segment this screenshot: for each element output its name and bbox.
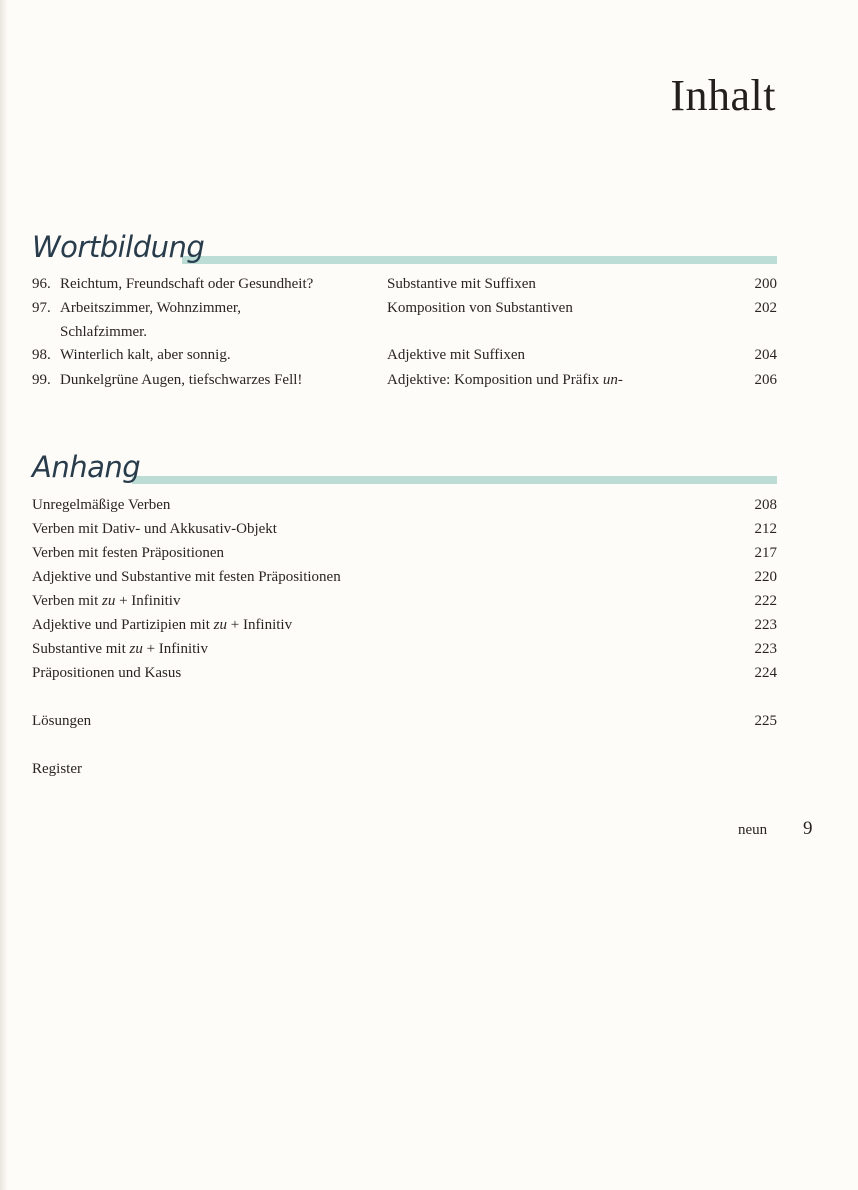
page-title: Inhalt	[670, 71, 776, 120]
entry-topic-emphasis: un-	[602, 372, 623, 388]
entry-page: 204	[754, 347, 777, 363]
section-header-wortbildung	[32, 230, 777, 272]
entry-page: 217	[754, 545, 777, 561]
entry-title-suffix: + Infinitiv	[142, 641, 208, 657]
entry-number: 97.	[32, 300, 51, 316]
entry-title: Verben mit festen Präpositionen	[32, 545, 225, 561]
entry-title: Verben mit Dativ- und Akkusativ-Objekt	[32, 521, 277, 537]
appendix-entry[interactable]	[32, 565, 777, 589]
entry-page: 202	[754, 300, 777, 316]
appendix-entry[interactable]	[32, 493, 777, 517]
entry-title: Winterlich kalt, aber sonnig.	[60, 347, 231, 363]
page-spine-shadow	[0, 0, 8, 1190]
entry-title-continued: Schlafzimmer.	[60, 324, 148, 340]
entry-title: Lösungen	[32, 713, 92, 729]
appendix-entry[interactable]	[32, 637, 777, 661]
appendix-entry[interactable]	[32, 541, 777, 565]
entry-title: Adjektive und Substantive mit festen Präpositionen	[32, 569, 341, 585]
entry-topic	[387, 368, 623, 392]
entry-title-emphasis: zu	[213, 617, 227, 633]
section-bar	[132, 476, 777, 484]
entry-topic: Komposition von Substantiven	[387, 300, 573, 316]
entry-title: Arbeitszimmer, Wohnzimmer,	[60, 300, 242, 316]
entry-page: 222	[754, 593, 777, 609]
entry-number: 96.	[32, 276, 51, 292]
entry-title: Präpositionen und Kasus	[32, 665, 182, 681]
appendix-entry[interactable]	[32, 661, 777, 685]
register-entry[interactable]	[32, 757, 777, 781]
entry-title: Reichtum, Freundschaft oder Gesundheit?	[60, 276, 314, 292]
entry-number: 98.	[32, 347, 51, 363]
entry-title: Substantive mit	[32, 641, 130, 657]
entry-title: Register	[32, 761, 82, 777]
toc-entry-96[interactable]	[32, 272, 777, 296]
entry-topic: Substantive mit Suffixen	[387, 276, 536, 292]
entry-title: Dunkelgrüne Augen, tiefschwarzes Fell!	[60, 372, 303, 388]
entry-title: Adjektive und Partizipien mit	[32, 617, 214, 633]
entry-title-suffix: + Infinitiv	[226, 617, 293, 633]
toc-entry-99[interactable]	[32, 368, 777, 392]
entry-page: 220	[754, 569, 777, 585]
entry-page: 223	[754, 641, 777, 657]
entry-title-emphasis: zu	[101, 593, 116, 609]
section-bar	[182, 256, 777, 264]
appendix-entry[interactable]	[32, 613, 777, 637]
entry-page: 212	[754, 521, 777, 537]
appendix-entry[interactable]	[32, 589, 777, 613]
page-number: 9	[803, 818, 813, 839]
entry-title: Unregelmäßige Verben	[32, 497, 171, 513]
entry-number: 99.	[32, 372, 51, 388]
entry-page: 223	[754, 617, 777, 633]
loesungen-entry[interactable]	[32, 709, 777, 733]
entry-title-emphasis: zu	[129, 641, 143, 657]
entry-page: 224	[754, 665, 777, 681]
page-number-word: neun	[738, 822, 768, 838]
section-title-anhang: Anhang	[32, 450, 141, 484]
entry-page: 206	[754, 372, 777, 388]
toc-entry-97[interactable]	[32, 296, 777, 340]
toc-entry-98[interactable]	[32, 343, 777, 367]
entry-page: 208	[754, 497, 777, 513]
entry-title: Verben mit	[32, 593, 102, 609]
entry-page: 200	[754, 276, 777, 292]
section-title-wortbildung: Wortbildung	[32, 230, 205, 264]
entry-topic-text: Adjektive: Komposition und Präfix	[387, 372, 603, 388]
section-header-anhang	[32, 450, 777, 492]
entry-page: 225	[754, 713, 777, 729]
appendix-entry[interactable]	[32, 517, 777, 541]
entry-title-suffix: + Infinitiv	[115, 593, 181, 609]
entry-topic: Adjektive mit Suffixen	[387, 347, 526, 363]
